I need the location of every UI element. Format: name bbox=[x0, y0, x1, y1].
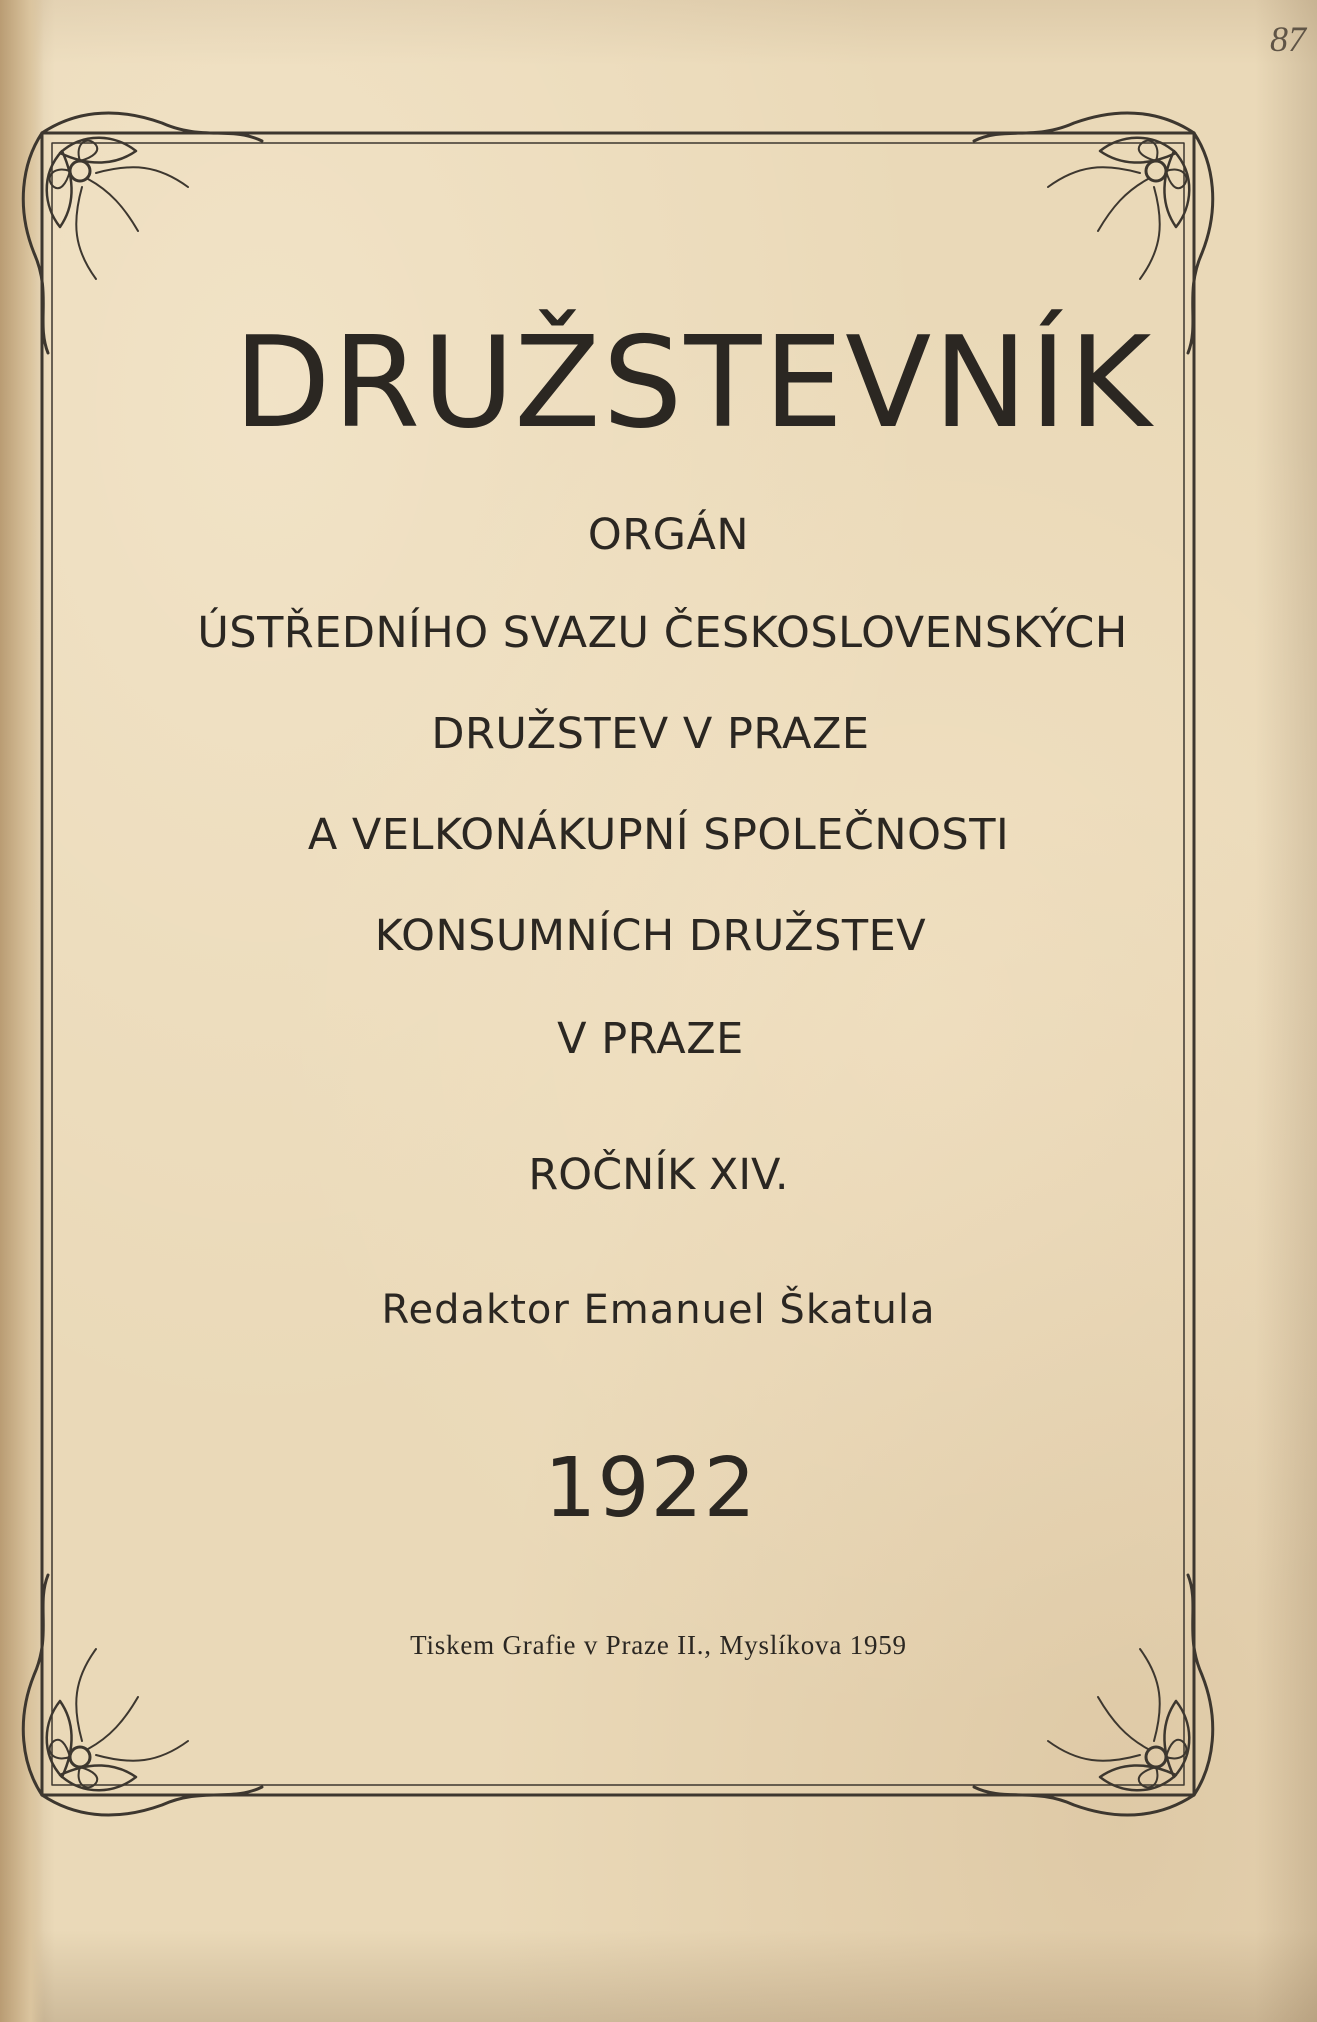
volume-label: ROČNÍK XIV. bbox=[528, 1150, 789, 1200]
subtitle-line-3: DRUŽSTEV V PRAZE bbox=[431, 709, 870, 759]
subtitle-line-6: V PRAZE bbox=[557, 1014, 744, 1064]
page-title: DRUŽSTEVNÍK bbox=[233, 309, 1154, 456]
printer-imprint: Tiskem Grafie v Praze II., Myslíkova 1959 bbox=[410, 1630, 907, 1660]
subtitle-line-2: ÚSTŘEDNÍHO SVAZU ČESKOSLOVENSKÝCH bbox=[197, 608, 1128, 658]
subtitle-line-1: ORGÁN bbox=[587, 510, 750, 560]
publication-year: 1922 bbox=[544, 1441, 757, 1536]
subtitle-line-5: KONSUMNÍCH DRUŽSTEV bbox=[374, 911, 927, 961]
page-number: 87 bbox=[1270, 19, 1306, 59]
editor-line: Redaktor Emanuel Škatula bbox=[381, 1287, 936, 1333]
subtitle-line-4: A VELKONÁKUPNÍ SPOLEČNOSTI bbox=[307, 810, 1010, 860]
